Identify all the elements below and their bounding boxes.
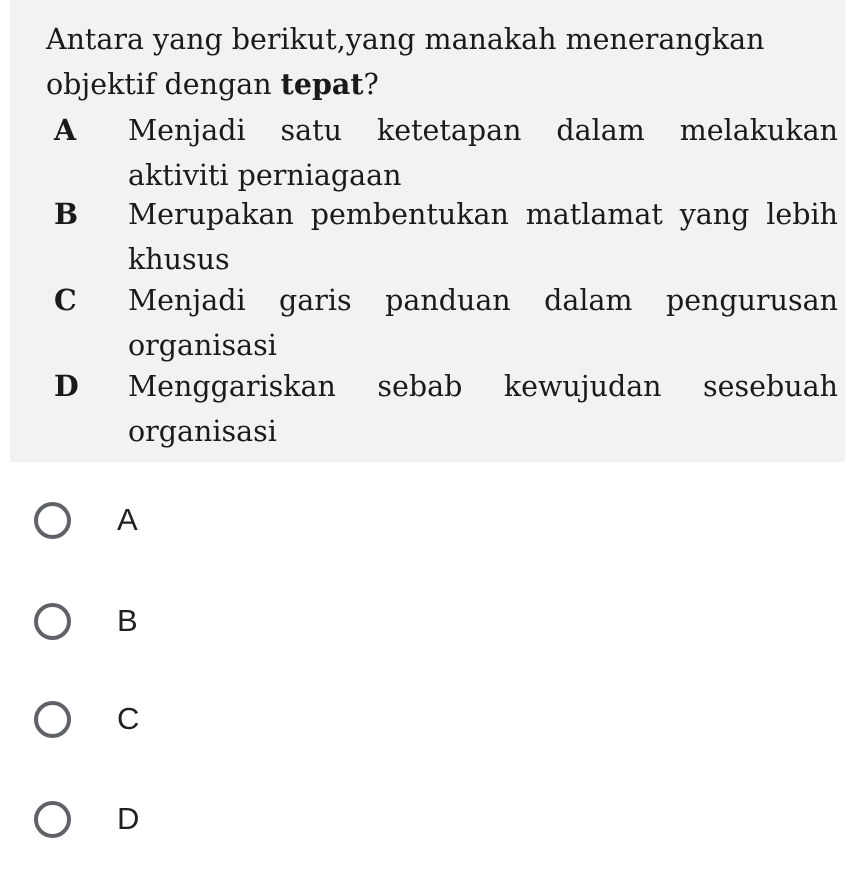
- answer-option-label: A: [117, 502, 138, 537]
- choice-letter: D: [54, 369, 79, 403]
- question-stem: [46, 18, 838, 107]
- question-stem-end: ?: [363, 68, 379, 101]
- choice-text: Menjadi satu ketetapan dalam melakukan aktiviti perniagaan: [128, 114, 838, 192]
- answer-option-label: B: [117, 603, 138, 638]
- choice-c: [46, 278, 838, 368]
- answer-option-label: C: [117, 701, 140, 736]
- question-stem-text: Antara yang berikut,yang manakah menerangkan objektif dengan: [46, 23, 765, 101]
- answer-option-b[interactable]: [34, 591, 434, 651]
- question-image: [10, 0, 845, 462]
- choice-letter: A: [54, 113, 77, 147]
- answer-option-d[interactable]: [34, 789, 434, 849]
- choice-letter: C: [54, 283, 77, 317]
- choice-letter: B: [54, 197, 79, 231]
- radio-button-icon[interactable]: [34, 603, 71, 640]
- choice-a: [46, 108, 838, 198]
- choice-d: [46, 364, 838, 454]
- choice-b: [46, 192, 838, 282]
- answer-option-label: D: [117, 801, 140, 836]
- radio-button-icon[interactable]: [34, 502, 71, 539]
- choice-text: Menjadi garis panduan dalam pengurusan organisasi: [128, 284, 838, 362]
- radio-button-icon[interactable]: [34, 701, 71, 738]
- answer-option-c[interactable]: [34, 689, 434, 749]
- question-stem-emphasis: tepat: [280, 67, 364, 101]
- choice-text: Merupakan pembentukan matlamat yang lebih khusus: [128, 198, 838, 276]
- radio-button-icon[interactable]: [34, 801, 71, 838]
- choice-text: Menggariskan sebab kewujudan sesebuah organisasi: [128, 370, 838, 448]
- answer-option-a[interactable]: [34, 490, 434, 550]
